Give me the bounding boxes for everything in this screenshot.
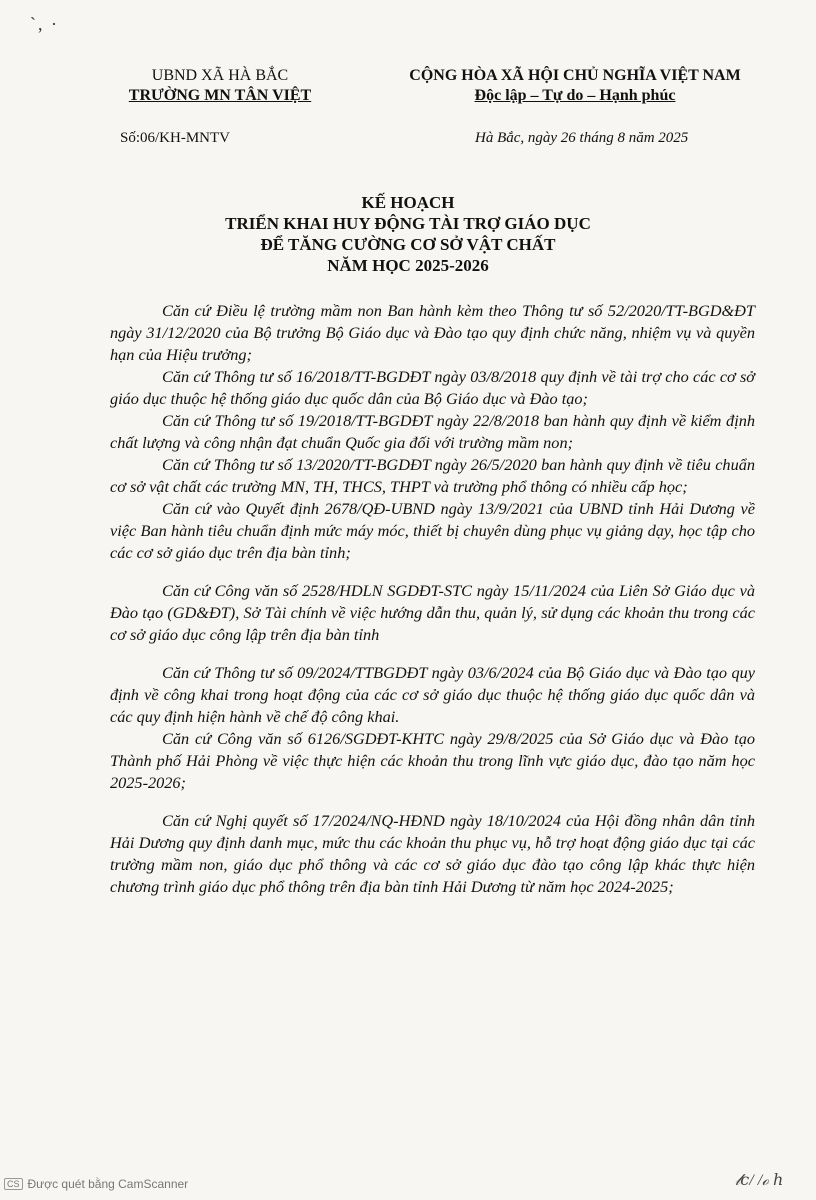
paragraph: Căn cứ Thông tư số 13/2020/TT-BGDĐT ngày 26/5/2020 ban hành quy định về tiêu chuẩn cơ sở vật chất các trường MN, TH, THCS, THPT và trường phổ thông có nhiều cấp học; (110, 455, 755, 496)
place-date: Hà Bắc, ngày 26 tháng 8 năm 2025 (475, 130, 689, 146)
document-number: Số:06/KH-MNTV (120, 130, 231, 146)
handwritten-mark-icon: 𝓁ⅽ/ /ℴ ℎ (735, 1172, 784, 1189)
scan-mark-icon: `, · (30, 14, 59, 34)
title-line-2: TRIỂN KHAI HUY ĐỘNG TÀI TRỢ GIÁO DỤC (225, 214, 591, 233)
document-title (0, 192, 816, 276)
school-name: TRƯỜNG MN TÂN VIỆT (128, 87, 312, 104)
paragraph: Căn cứ Thông tư số 16/2018/TT-BGDĐT ngày 03/8/2018 quy định về tài trợ cho các cơ sở giáo dục thuộc hệ thống giáo dục quốc dân của Bộ Giáo dục và Đào tạo; (110, 367, 755, 408)
title-line-1: KẾ HOẠCH (361, 193, 455, 212)
paragraph: Căn cứ Công văn số 6126/SGDĐT-KHTC ngày 29/8/2025 của Sở Giáo dục và Đào tạo Thành phố Hải Phòng về việc thực hiện các khoản thu trong lĩnh vực giáo dục, đào tạo năm học 2025-2026; (110, 729, 755, 792)
paragraph: Căn cứ Điều lệ trường mầm non Ban hành kèm theo Thông tư số 52/2020/TT-BGD&ĐT ngày 31/12/2020 của Bộ trưởng Bộ Giáo dục và Đào tạo quy định chức năng, nhiệm vụ và quyền hạn của Hiệu trưởng; (110, 301, 755, 364)
paragraph: Căn cứ Nghị quyết số 17/2024/NQ-HĐND ngày 18/10/2024 của Hội đồng nhân dân tỉnh Hải Dương quy định danh mục, mức thu các khoản thu phục vụ, hỗ trợ hoạt động giáo dục tại các trường mầm non, giáo dục phổ thông và các cơ sở giáo dục đào tạo công lập khác thực hiện chương trình giáo dục phổ thông trên địa bàn tỉnh Hải Dương từ năm học 2024-2025; (110, 811, 755, 896)
nation-name: CỘNG HÒA XÃ HỘI CHỦ NGHĨA VIỆT NAM (409, 67, 741, 84)
scanner-watermark (4, 1177, 188, 1191)
scanner-text: Được quét bằng CamScanner (27, 1177, 189, 1191)
nation-block (395, 66, 755, 106)
paragraph: Căn cứ Công văn số 2528/HDLN SGDĐT-STC ngày 15/11/2024 của Liên Sở Giáo dục và Đào tạo (GD&ĐT), Sở Tài chính về việc hướng dẫn thu, quản lý, sử dụng các khoản thu trong các cơ sở giáo dục công lập trên địa bàn tỉnh (110, 581, 755, 644)
paragraph: Căn cứ Thông tư số 09/2024/TTBGDĐT ngày 03/6/2024 của Bộ Giáo dục và Đào tạo quy định về công khai trong hoạt động của các cơ sở giáo dục thuộc hệ thống giáo dục quốc dân và các quy định hiện hành về chế độ công khai. (110, 663, 755, 726)
title-line-4: NĂM HỌC 2025-2026 (327, 256, 489, 275)
document-body (110, 300, 755, 898)
agency-name: UBND XÃ HÀ BẮC (151, 67, 289, 84)
title-line-3: ĐỂ TĂNG CƯỜNG CƠ SỞ VẬT CHẤT (260, 235, 556, 254)
camscanner-icon: CS (4, 1178, 23, 1190)
issuer-block (100, 66, 340, 106)
paragraph: Căn cứ Thông tư số 19/2018/TT-BGDĐT ngày 22/8/2018 ban hành quy định về kiểm định chất lượng và công nhận đạt chuẩn Quốc gia đối với trường mầm non; (110, 411, 755, 452)
nation-motto: Độc lập – Tự do – Hạnh phúc (474, 87, 676, 104)
paragraph: Căn cứ vào Quyết định 2678/QĐ-UBND ngày 13/9/2021 của UBND tỉnh Hải Dương về việc Ban hành tiêu chuẩn định mức máy móc, thiết bị chuyên dùng phục vụ giảng dạy, học tập cho các cơ sở giáo dục trên địa bàn tỉnh; (110, 499, 755, 562)
